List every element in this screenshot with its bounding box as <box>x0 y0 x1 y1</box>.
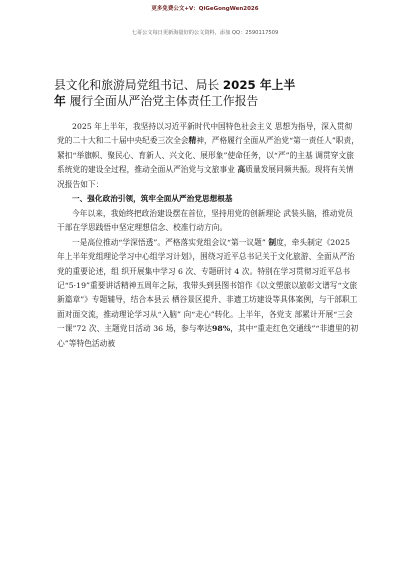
intro-run-2: 精 <box>188 136 197 146</box>
para3-run-1: 一是高位推动“学深悟透”。严格落实党组会议“第一议题” <box>72 237 269 247</box>
title-line2-b: 履行全面从严治党主体责任工作报告 <box>69 94 259 108</box>
intro-run-5: 质量发展同频共振。现将有关情况报告如下： <box>57 165 354 189</box>
section-heading-1: 一、强化政治引领，筑牢全面从严治党思想根基 <box>72 194 233 204</box>
para3-run-5: ，其中“重走红色交通线”“非遗里的初心”等特色活动被 <box>57 324 359 348</box>
title-line1-a: 县文化和旅游局党组书记、局长 <box>54 78 220 92</box>
paragraph-3 <box>57 236 359 352</box>
promo-banner: 更多免费公文+V：QiGeGongWen2026 <box>151 6 259 12</box>
intro-run-1: 2025 年上半年，我坚持以习近平新时代中国特色社会主义 思想为指导，深入贯彻党的二十大和二十届中央纪委三次全会 <box>57 122 353 146</box>
document-body <box>57 120 359 351</box>
para3-run-2: 制 <box>268 237 277 247</box>
document-title <box>54 77 364 109</box>
para3-run-4: 98% <box>212 324 231 334</box>
intro-paragraph <box>57 120 359 192</box>
para3-run-3: 度，牵头制定《2025 年上半年党组理论学习中心组学习计划》，围绕习近平总书记关于文化旅游、全面从严治党的重要论述，组 织开展集中学习 6 次、专题研讨 4 次。特别在学习贯彻习近平总书记“5·19”重要讲话精神五周年之际，我带头到县图书馆作《以文塑旅以旅彰文谱写“文旅新篇章”》专题辅导，结合本县云 栖谷景区提升、非遗工坊建设等具体案例，与干部职工面对面交流，推动理论学习从“入脑” 向“走心”转化。上半年，各党支 部累计开展“三会一课”72 次、主题党日活动 36 场，参与率达 <box>57 237 358 334</box>
paragraph-2: 今年以来，我始终把政治建设摆在首位，坚持用党的创新理论 武装头脑，推动党员干部在学思践悟中坚定理想信念、校准行动方向。 <box>57 208 354 233</box>
intro-run-4: 高 <box>237 165 246 175</box>
notice-line: 七哥公文每日更新海量好的公文资料，添加 QQ：2590117509 <box>131 30 279 36</box>
intro-run-3: 神，严格履行全面从严治党“第一责任人”职责，紧扣“举旗帜、聚民心、育新人、兴文化、展形象”使命任务，以“严”的主基 调贯穿文旅系统党的建设全过程，推动全面从严治党与文旅事业 <box>57 136 360 175</box>
title-line2-a: 年 <box>54 94 66 108</box>
title-line1-b: 2025 年上半 <box>222 78 296 92</box>
